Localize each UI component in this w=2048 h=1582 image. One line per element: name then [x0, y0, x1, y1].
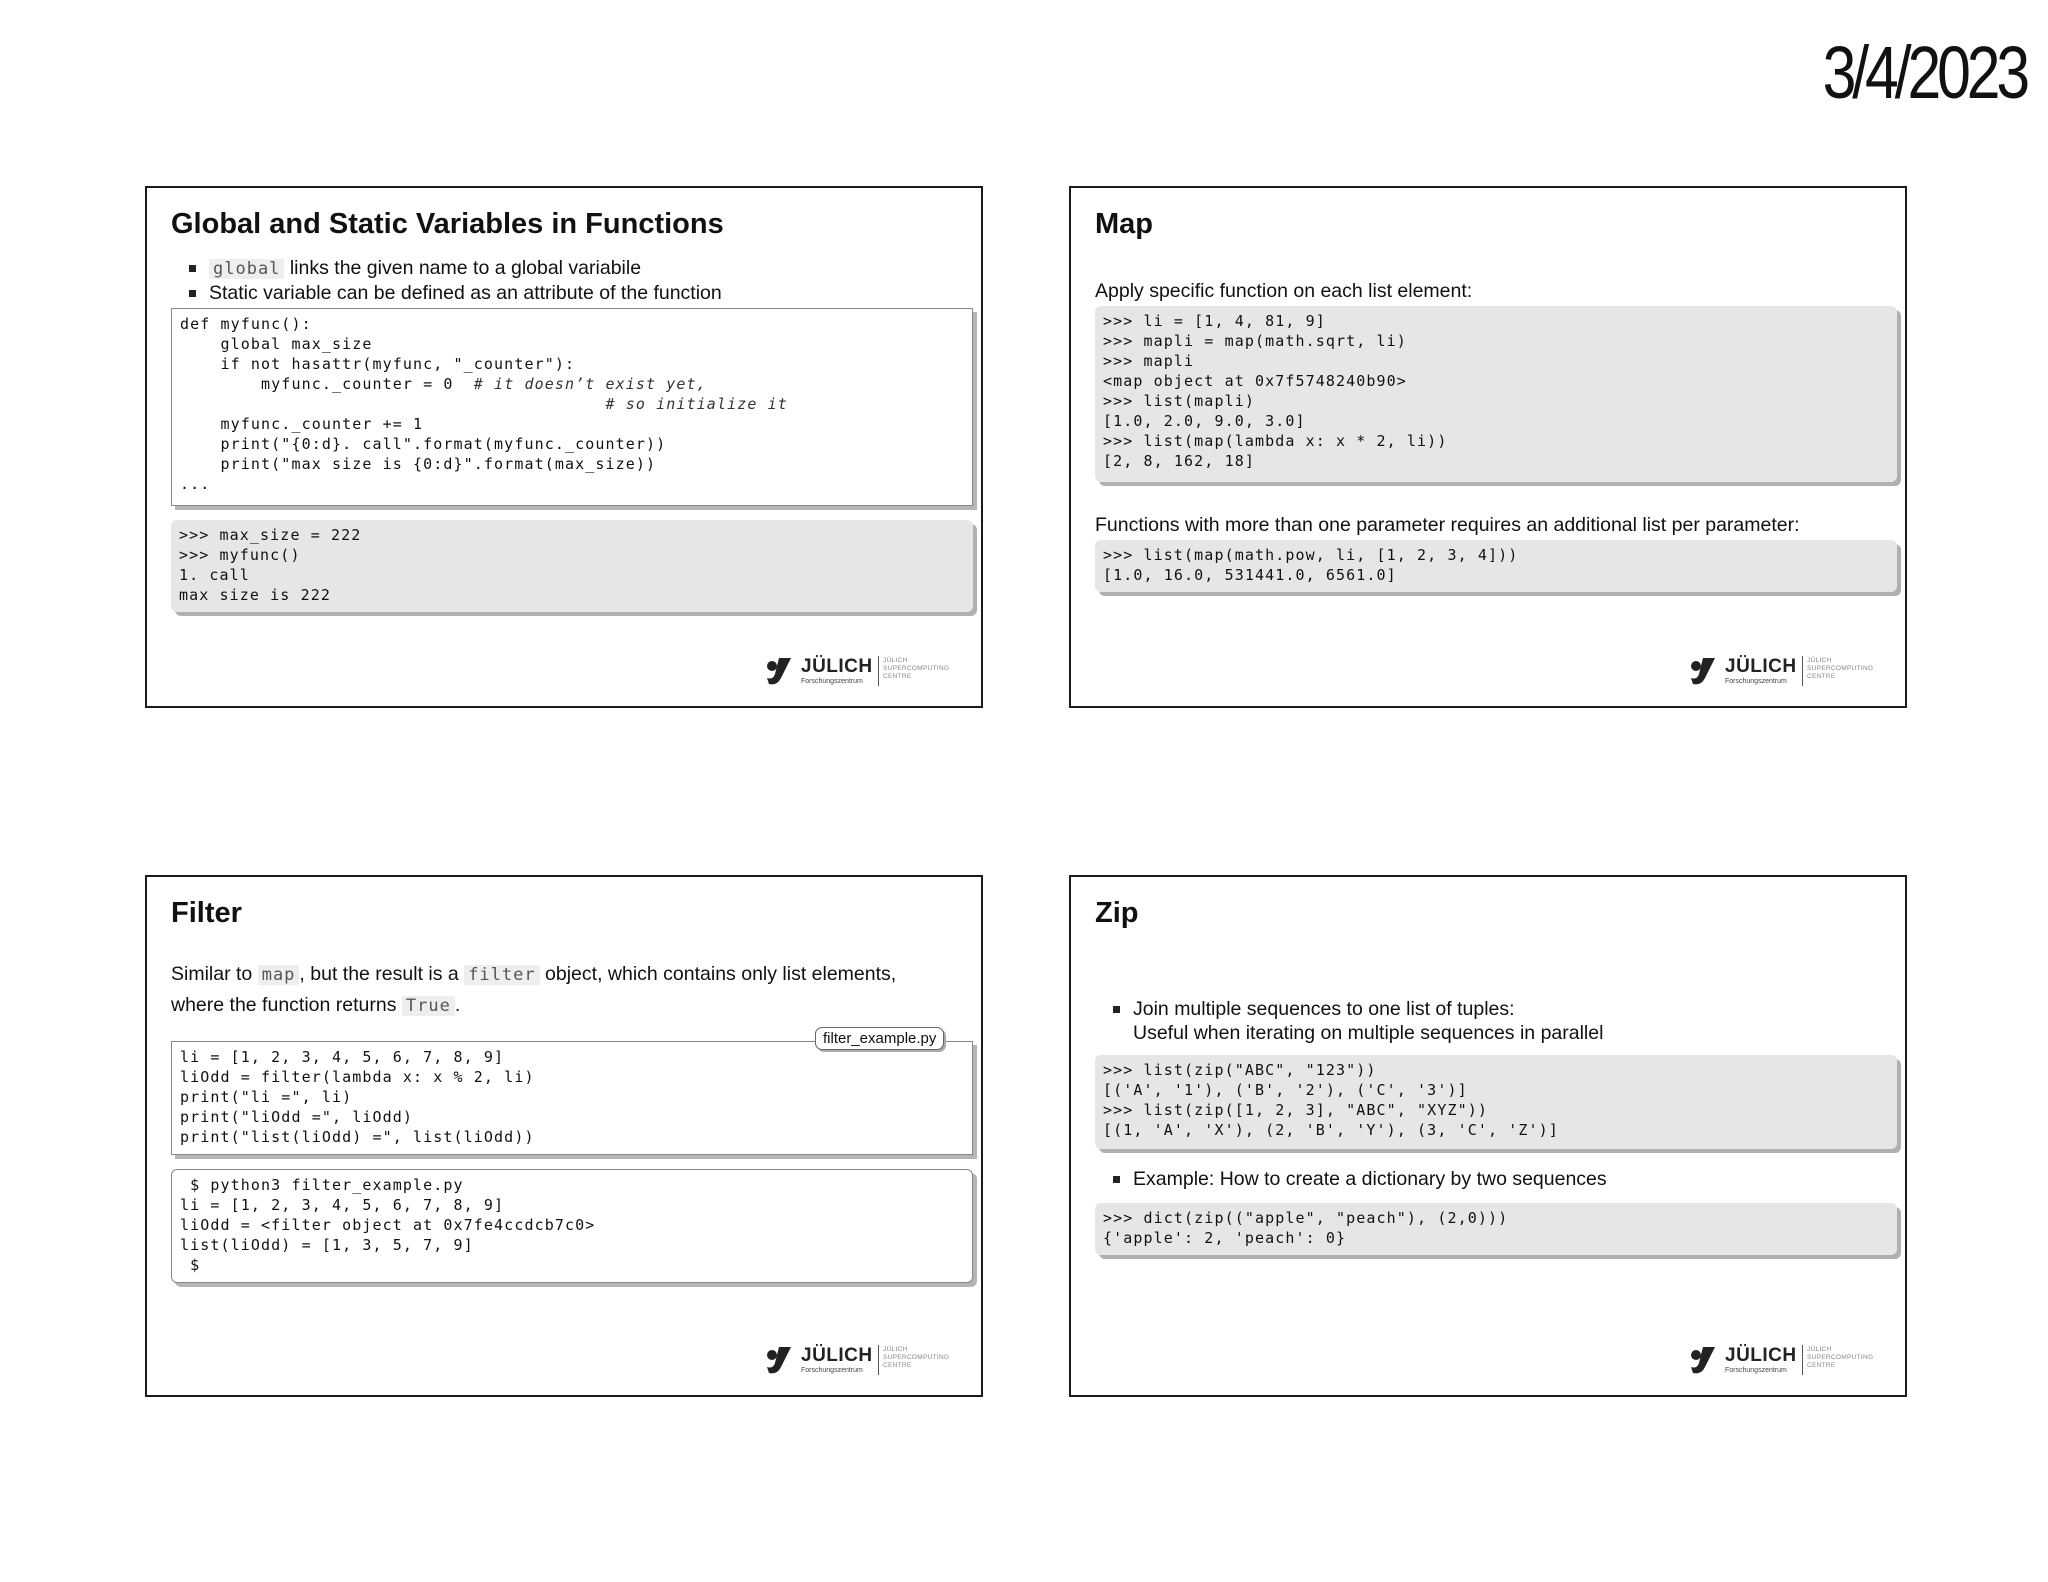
logo-divider	[878, 1345, 879, 1375]
code-line: li = [1, 2, 3, 4, 5, 6, 7, 8, 9]	[180, 1048, 505, 1066]
logo-centre-text: JÜLICH SUPERCOMPUTING CENTRE	[883, 657, 950, 680]
bullet-item	[189, 281, 722, 305]
logo-centre-text: JÜLICH SUPERCOMPUTING CENTRE	[1807, 1346, 1874, 1369]
code-line: >>> list(mapli)	[1103, 392, 1255, 410]
bullet-list	[1113, 997, 1603, 1045]
logo-subtitle: Forschungszentrum	[1725, 678, 1787, 685]
julich-logo	[1689, 1343, 1889, 1381]
slide-zip	[1069, 875, 1907, 1397]
code-line: if not hasattr(myfunc, "_counter"):	[180, 355, 576, 373]
slide-title: Global and Static Variables in Functions	[171, 208, 724, 240]
code-line: [2, 8, 162, 18]	[1103, 452, 1255, 470]
code-line: li = [1, 2, 3, 4, 5, 6, 7, 8, 9]	[180, 1196, 505, 1214]
code-line: [(1, 'A', 'X'), (2, 'B', 'Y'), (3, 'C', 'Z')]	[1103, 1121, 1559, 1139]
file-name-tag: filter_example.py	[815, 1027, 944, 1050]
code-line: [('A', '1'), ('B', '2'), ('C', '3')]	[1103, 1081, 1468, 1099]
julich-logo-icon	[765, 656, 795, 686]
julich-logo	[765, 654, 965, 692]
code-line: >>> li = [1, 4, 81, 9]	[1103, 312, 1326, 330]
code-line: liOdd = <filter object at 0x7fe4ccdcb7c0>	[180, 1216, 596, 1234]
inline-code: global	[209, 259, 284, 279]
code-block-map-pow	[1095, 540, 1897, 592]
code-line: >>> list(zip("ABC", "123"))	[1103, 1061, 1377, 1079]
code-line: >>> myfunc()	[179, 546, 301, 564]
code-line: >>> dict(zip(("apple", "peach"), (2,0)))	[1103, 1209, 1509, 1227]
bullet-text: Useful when iterating on multiple sequences in parallel	[1133, 1022, 1604, 1044]
bullet-item	[189, 256, 722, 281]
bullet-item	[1113, 997, 1603, 1045]
logo-centre-text: JÜLICH SUPERCOMPUTING CENTRE	[883, 1346, 950, 1369]
logo-divider	[1802, 1345, 1803, 1375]
julich-logo	[765, 1343, 965, 1381]
julich-logo-icon	[765, 1345, 795, 1375]
code-line: myfunc._counter = 0	[180, 375, 454, 393]
slide-global-static-variables	[145, 186, 983, 708]
code-line: print("liOdd =", liOdd)	[180, 1108, 414, 1126]
logo-name: JÜLICH	[1725, 656, 1797, 677]
inline-code: True	[402, 996, 455, 1016]
code-line: >>> list(zip([1, 2, 3], "ABC", "XYZ"))	[1103, 1101, 1488, 1119]
logo-subtitle: Forschungszentrum	[801, 1367, 863, 1374]
bullet-text: Join multiple sequences to one list of tuples:	[1133, 998, 1515, 1020]
text-part: .	[454, 994, 461, 1016]
logo-divider	[1802, 656, 1803, 686]
slide-text: Apply specific function on each list element:	[1095, 280, 1473, 302]
code-block-dict-zip	[1095, 1203, 1897, 1255]
code-block-function	[171, 308, 973, 506]
text-part: where the function returns	[171, 994, 397, 1016]
code-line: print("max size is {0:d}".format(max_size))	[180, 455, 657, 473]
code-line: >>> mapli	[1103, 352, 1195, 370]
text-part: Similar to	[171, 963, 253, 985]
julich-logo-icon	[1689, 656, 1719, 686]
logo-name: JÜLICH	[801, 656, 873, 677]
code-line: print("list(liOdd) =", list(liOdd))	[180, 1128, 535, 1146]
code-block-output	[171, 520, 973, 612]
text-part: , but the result is a	[299, 963, 459, 985]
code-block-map	[1095, 306, 1897, 482]
logo-centre-text: JÜLICH SUPERCOMPUTING CENTRE	[1807, 657, 1874, 680]
code-line: print("{0:d}. call".format(myfunc._counter))	[180, 435, 667, 453]
text-part: object, which contains only list elements,	[545, 963, 897, 985]
logo-divider	[878, 656, 879, 686]
inline-code: filter	[464, 965, 539, 985]
slide-map	[1069, 186, 1907, 708]
code-line: ...	[180, 475, 211, 493]
code-line: def myfunc():	[180, 315, 312, 333]
logo-subtitle: Forschungszentrum	[801, 678, 863, 685]
code-block-filter-source	[171, 1041, 973, 1155]
slide-filter	[145, 875, 983, 1397]
bullet-text: Static variable can be defined as an attribute of the function	[209, 282, 722, 304]
code-line: $	[180, 1256, 201, 1274]
slide-title: Map	[1095, 208, 1153, 240]
code-line: max size is 222	[179, 586, 331, 604]
date-header: 3/4/2023	[1822, 31, 2026, 114]
slide-text	[171, 959, 961, 1021]
bullet-item	[1113, 1167, 1607, 1191]
code-comment: # it doesn’t exist yet,	[473, 375, 707, 393]
code-line: {'apple': 2, 'peach': 0}	[1103, 1229, 1347, 1247]
code-line: <map object at 0x7f5748240b90>	[1103, 372, 1407, 390]
code-line: >>> list(map(lambda x: x * 2, li))	[1103, 432, 1448, 450]
logo-name: JÜLICH	[1725, 1345, 1797, 1366]
logo-subtitle: Forschungszentrum	[1725, 1367, 1787, 1374]
code-line: >>> list(map(math.pow, li, [1, 2, 3, 4]))	[1103, 546, 1519, 564]
code-line: [1.0, 16.0, 531441.0, 6561.0]	[1103, 566, 1397, 584]
bullet-text: Example: How to create a dictionary by two sequences	[1133, 1168, 1607, 1190]
code-comment: # so initialize it	[605, 395, 788, 413]
code-line: liOdd = filter(lambda x: x % 2, li)	[180, 1068, 535, 1086]
bullet-list	[189, 256, 722, 305]
slide-text: Functions with more than one parameter requires an additional list per parameter:	[1095, 514, 1800, 536]
code-line: print("li =", li)	[180, 1088, 353, 1106]
inline-code: map	[258, 965, 300, 985]
slide-title: Filter	[171, 897, 242, 929]
julich-logo	[1689, 654, 1889, 692]
code-block-zip	[1095, 1055, 1897, 1149]
code-line: [1.0, 2.0, 9.0, 3.0]	[1103, 412, 1306, 430]
code-line: $ python3 filter_example.py	[180, 1176, 464, 1194]
code-block-filter-output	[171, 1169, 973, 1283]
slide-title: Zip	[1095, 897, 1139, 929]
bullet-list	[1113, 1167, 1607, 1191]
code-line: 1. call	[179, 566, 250, 584]
julich-logo-icon	[1689, 1345, 1719, 1375]
code-line: >>> mapli = map(math.sqrt, li)	[1103, 332, 1407, 350]
bullet-text: links the given name to a global variabile	[289, 257, 642, 279]
logo-name: JÜLICH	[801, 1345, 873, 1366]
code-line: list(liOdd) = [1, 3, 5, 7, 9]	[180, 1236, 474, 1254]
code-line: global max_size	[180, 335, 373, 353]
code-line: >>> max_size = 222	[179, 526, 362, 544]
code-line: myfunc._counter += 1	[180, 415, 424, 433]
